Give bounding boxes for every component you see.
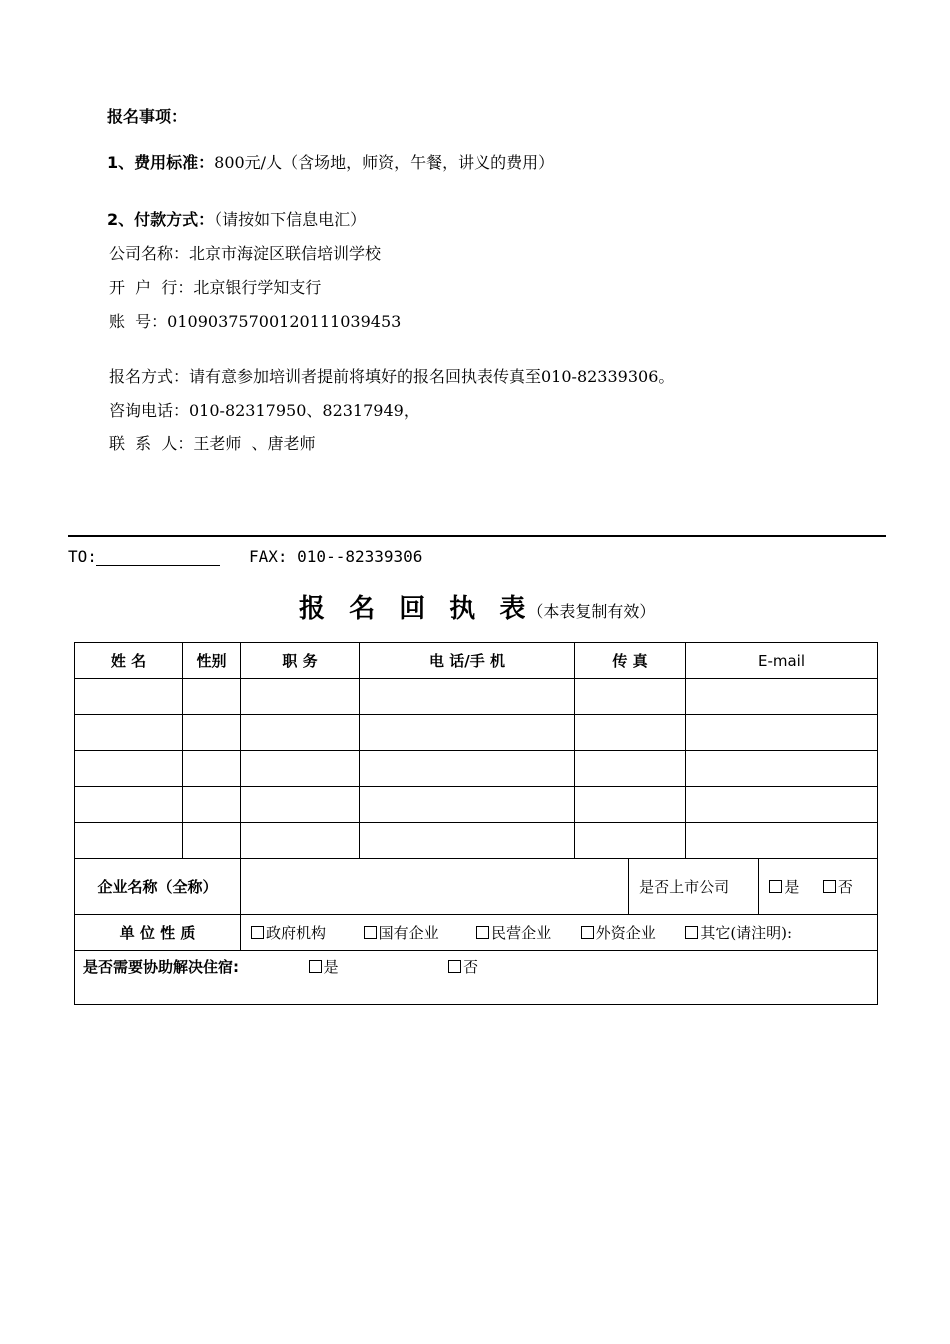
fax-cell[interactable] (575, 715, 686, 751)
listed-no-checkbox[interactable] (823, 880, 836, 893)
position-cell[interactable] (241, 751, 360, 787)
col-name: 姓 名 (75, 643, 183, 679)
col-phone: 电 话/手 机 (360, 643, 575, 679)
table-row[interactable] (75, 823, 878, 859)
nature-option-private: 民营企业 (491, 924, 552, 942)
nature-option-checkbox[interactable] (251, 926, 264, 939)
listed-no-label: 否 (837, 878, 853, 896)
col-position: 职 务 (241, 643, 360, 679)
phone-cell[interactable] (360, 679, 575, 715)
email-cell[interactable] (686, 679, 878, 715)
nature-option-checkbox[interactable] (364, 926, 377, 939)
name-cell[interactable] (75, 679, 183, 715)
to-field[interactable] (96, 565, 220, 566)
lodging-yes-checkbox[interactable] (309, 960, 322, 973)
nature-row (75, 915, 878, 951)
payment-note: （请按如下信息电汇） (214, 210, 367, 229)
company-row (75, 859, 878, 915)
company-name-line: 公司名称：北京市海淀区联信培训学校 (109, 244, 382, 263)
registration-table (74, 642, 878, 1005)
nature-option-foreign: 外资企业 (595, 924, 656, 942)
table-row[interactable] (75, 751, 878, 787)
listed-options (759, 859, 877, 914)
lodging-no-label: 否 (463, 958, 479, 976)
col-email: E-mail (686, 643, 878, 679)
nature-option-checkbox[interactable] (685, 926, 698, 939)
name-cell[interactable] (75, 823, 183, 859)
fee-line (107, 150, 554, 173)
phone-cell[interactable] (360, 787, 575, 823)
email-cell[interactable] (686, 715, 878, 751)
lodging-yes-label: 是 (323, 958, 339, 976)
to-label: TO: (68, 547, 97, 566)
company-value-area (241, 859, 878, 915)
phone-cell[interactable] (360, 823, 575, 859)
divider-line (68, 535, 886, 537)
nature-options (241, 915, 878, 951)
nature-option-state: 国有企业 (378, 924, 439, 942)
name-cell[interactable] (75, 715, 183, 751)
form-title: 报 名 回 执 表 (299, 594, 528, 624)
position-cell[interactable] (241, 715, 360, 751)
col-fax: 传 真 (575, 643, 686, 679)
listed-label: 是否上市公司 (629, 859, 759, 914)
fee-label: 1、费用标准： (107, 153, 215, 172)
signup-line: 报名方式：请有意参加培训者提前将填好的报名回执表传真至010-82339306。 (109, 367, 675, 386)
position-cell[interactable] (241, 823, 360, 859)
fax-cell[interactable] (575, 823, 686, 859)
lodging-row (75, 951, 878, 1005)
email-cell[interactable] (686, 823, 878, 859)
notice-heading: 报名事项： (107, 107, 188, 126)
gender-cell[interactable] (183, 679, 241, 715)
email-cell[interactable] (686, 751, 878, 787)
table-row[interactable] (75, 715, 878, 751)
account-line: 账 号：01090375700120111039453 (109, 312, 402, 331)
table-row[interactable] (75, 679, 878, 715)
lodging-no-checkbox[interactable] (448, 960, 461, 973)
nature-label: 单 位 性 质 (75, 915, 241, 951)
name-cell[interactable] (75, 751, 183, 787)
listed-yes-checkbox[interactable] (769, 880, 782, 893)
form-title-row (299, 588, 655, 625)
fax-number: FAX: 010--82339306 (249, 547, 423, 566)
table-header-row (75, 643, 878, 679)
fax-cell[interactable] (575, 679, 686, 715)
nature-option-checkbox[interactable] (476, 926, 489, 939)
fax-cell[interactable] (575, 751, 686, 787)
listed-yes-label: 是 (784, 878, 800, 896)
phone-cell[interactable] (360, 715, 575, 751)
name-cell[interactable] (75, 787, 183, 823)
phone-cell[interactable] (360, 751, 575, 787)
gender-cell[interactable] (183, 751, 241, 787)
payment-label: 2、付款方式： (107, 210, 215, 229)
contact-line: 联 系 人：王老师 、唐老师 (109, 434, 316, 453)
payment-line (107, 207, 366, 230)
bank-line: 开 户 行：北京银行学知支行 (109, 278, 322, 297)
table-row[interactable] (75, 787, 878, 823)
nature-option-other: 其它(请注明): (700, 924, 793, 942)
lodging-cell (75, 951, 878, 1005)
col-gender: 性别 (183, 643, 241, 679)
company-nested (241, 859, 877, 914)
email-cell[interactable] (686, 787, 878, 823)
company-name-input[interactable] (241, 859, 629, 914)
phone-line: 咨询电话：010-82317950、82317949， (109, 401, 420, 420)
position-cell[interactable] (241, 679, 360, 715)
nature-option-checkbox[interactable] (581, 926, 594, 939)
gender-cell[interactable] (183, 715, 241, 751)
gender-cell[interactable] (183, 823, 241, 859)
fax-cell[interactable] (575, 787, 686, 823)
position-cell[interactable] (241, 787, 360, 823)
lodging-label: 是否需要协助解决住宿: (83, 958, 239, 976)
nature-option-gov: 政府机构 (266, 924, 327, 942)
gender-cell[interactable] (183, 787, 241, 823)
form-subtitle: （本表复制有效） (527, 602, 656, 621)
company-label: 企业名称（全称） (75, 859, 241, 915)
fee-value: 800元/人（含场地，师资，午餐，讲义的费用） (214, 153, 555, 172)
